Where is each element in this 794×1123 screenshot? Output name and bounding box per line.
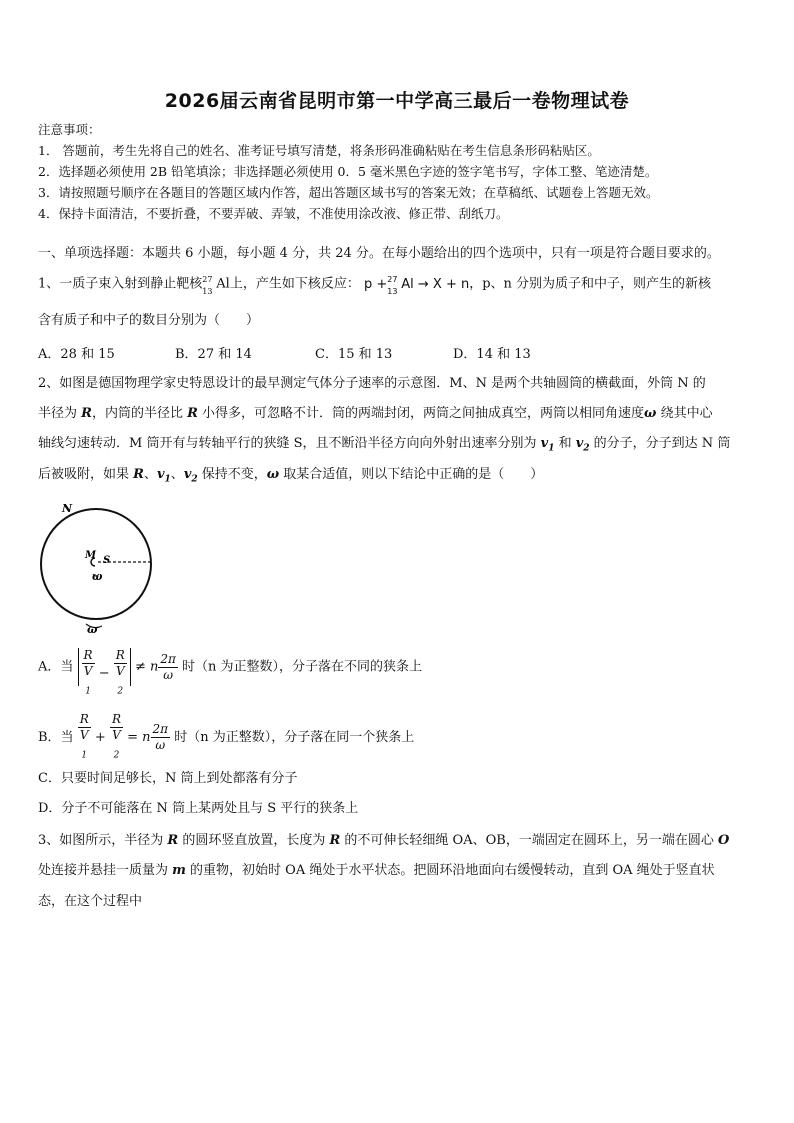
- q2-l4-b: 、: [143, 467, 157, 482]
- q1-text-a: 1、一质子束入射到静止靶核: [38, 276, 203, 292]
- q2-l2-a: 半径为: [38, 406, 82, 421]
- notice-item-1: 1． 答题前，考生先将自己的姓名、准考证号填写清楚，将条形码准确粘贴在考生信息条形码粘贴区。: [38, 143, 600, 158]
- frac-b-den: [78, 728, 91, 763]
- nuclide-al: [202, 275, 216, 296]
- nuclide-al-2: [387, 275, 401, 296]
- notice-heading: 注意事项：: [38, 122, 101, 137]
- frac-b-v-sub-2: 2: [113, 750, 120, 761]
- q3-l1-b: 的圆环竖直放置，长度为: [178, 833, 330, 848]
- q2-line-4: [38, 466, 543, 489]
- reaction-equation: [363, 275, 470, 296]
- nuc-charge-2: 13: [387, 287, 398, 296]
- nuc-charge: 13: [202, 287, 213, 296]
- frac-r-v1: [82, 648, 95, 699]
- var-v2: [575, 436, 590, 454]
- frac-den: [82, 664, 95, 699]
- v1-letter-2: v: [156, 467, 165, 482]
- q2-line-3: [38, 435, 730, 458]
- q1-line-1: [38, 275, 711, 294]
- frac-b-2pi-omega: [151, 722, 171, 753]
- neq-sign: ≠: [134, 659, 146, 675]
- q2-l3-a: 轴线匀速转动．M 筒开有与转轴平行的狭缝 S，且不断沿半径方向向外射出速率分别为: [38, 436, 541, 451]
- q3-l2-a: 处连接并悬挂一质量为: [38, 863, 173, 878]
- v1-sub-2: 1: [164, 474, 171, 485]
- frac-v-2: V: [115, 664, 125, 678]
- frac-b-r-v1: [78, 712, 91, 763]
- frac-num-2: R: [115, 648, 125, 662]
- q1-text-b: 上，产生如下核反应：: [229, 276, 360, 292]
- n-var: n: [150, 659, 159, 675]
- q1-option-b: B．27 和 14: [175, 347, 252, 362]
- frac-v: V: [83, 664, 93, 678]
- frac-v-sub: 1: [85, 686, 91, 697]
- var-R-2: R: [187, 406, 198, 421]
- v2-sub-2: 2: [191, 474, 198, 485]
- var-v2-2: [183, 467, 198, 485]
- frac-num: R: [83, 648, 93, 662]
- eq-sign: =: [127, 730, 139, 746]
- q2-l2-c: 小得多，可忽略不计．筒的两端封闭，两筒之间抽成真空，两筒以相同角速度: [197, 406, 645, 421]
- q2-l4-d: 取某合适值，则以下结论中正确的是（ ）: [279, 467, 544, 482]
- q3-var-O: O: [717, 833, 730, 848]
- reaction-rest: Al → X + n: [401, 276, 470, 292]
- q3-var-R-2: R: [329, 833, 341, 848]
- notice-item-4: 4．保持卡面清洁，不要折叠，不要弄破、弄皱，不准使用涂改液、修正带、刮纸刀。: [38, 206, 509, 221]
- frac-b-den-2: [110, 728, 123, 763]
- q3-var-R: R: [167, 833, 179, 848]
- q2-l4-a: 后被吸附，如果: [38, 467, 134, 482]
- q3-l1-a: 3、如图所示，半径为: [38, 833, 168, 848]
- opt-a-prefix: A．当: [38, 659, 74, 675]
- v1-letter: v: [540, 436, 549, 451]
- label-M: M: [85, 550, 97, 561]
- frac-r-v2: [114, 648, 127, 699]
- frac-b-num-2: R: [111, 712, 121, 726]
- frac-b-omega: ω: [155, 738, 166, 753]
- label-N: N: [62, 502, 73, 515]
- var-R: R: [81, 406, 92, 421]
- frac-omega: ω: [163, 667, 174, 682]
- cylinder-figure: [38, 500, 168, 635]
- abs-bars: [78, 648, 131, 697]
- minus-sign: −: [98, 666, 110, 682]
- q3-line-1: [38, 832, 729, 850]
- q2-option-c: C．只要时间足够长，N 筒上到处都落有分子: [38, 771, 298, 786]
- plus-sign: +: [94, 730, 106, 746]
- section-heading: 一、单项选择题：本题共 6 小题，每小题 4 分，共 24 分。在每小题给出的四个选项中，只有一项是符合题目要求的。: [38, 246, 720, 261]
- frac-b-v: V: [79, 728, 89, 742]
- q1-text-c: ，p、n 分别为质子和中子，则产生的新核: [469, 276, 712, 292]
- v1-sub: 1: [548, 443, 555, 454]
- v2-sub: 2: [583, 443, 590, 454]
- notice-item-3: 3．请按照题号顺序在各题目的答题区域内作答，超出答题区域书写的答案无效；在草稿纸、试题卷上答题无效。: [38, 185, 659, 200]
- opt-b-prefix: B．当: [38, 730, 74, 746]
- label-omega-inner: ω: [92, 570, 103, 583]
- nuc-mass: 27: [202, 275, 213, 284]
- var-v1-2: [156, 467, 171, 485]
- q2-l2-d: 绕其中心: [656, 406, 713, 421]
- q2-l4-c: 保持不变，: [197, 467, 267, 482]
- page-title: 2026届云南省昆明市第一中学高三最后一卷物理试卷: [164, 90, 630, 112]
- var-R-3: R: [133, 467, 144, 482]
- q1-option-d: D．14 和 13: [453, 347, 531, 362]
- q3-line-2: [38, 862, 715, 880]
- q1-option-a: A．28 和 15: [38, 347, 115, 362]
- var-v1: [540, 436, 555, 454]
- q2-line-2: [38, 405, 713, 423]
- v2-letter: v: [575, 436, 584, 451]
- frac-v-sub-2: 2: [117, 686, 124, 697]
- label-omega-outer: ω: [87, 623, 98, 635]
- q1-line-2: 含有质子和中子的数目分别为（ ）: [38, 313, 260, 328]
- frac-b-r-v2: [110, 712, 123, 763]
- v2-letter-2: v: [183, 467, 192, 482]
- q3-l2-b: 的重物，初始时 OA 绳处于水平状态。把圆环沿地面向右缓慢转动，直到 OA 绳处于竖直状: [185, 863, 715, 878]
- q2-option-a: [38, 648, 423, 697]
- q3-l1-c: 的不可伸长轻细绳 OA、OB，一端固定在圆环上，另一端在圆心: [340, 833, 718, 848]
- opt-b-suffix: 时（n 为正整数），分子落在同一个狭条上: [174, 730, 415, 746]
- reaction-p: p +: [363, 276, 388, 292]
- q2-line-1: 2、如图是德国物理学家史特恩设计的最早测定气体分子速率的示意图．M、N 是两个共轴圆筒的横截面，外筒 N 的: [38, 376, 706, 391]
- q2-l4-b2: 、: [170, 467, 184, 482]
- var-omega-2: ω: [266, 467, 280, 482]
- opt-a-suffix: 时（n 为正整数），分子落在不同的狭条上: [182, 659, 423, 675]
- q2-l3-c: 的分子，分子到达 N 筒: [589, 436, 731, 451]
- q2-l3-b: 和: [554, 436, 576, 451]
- var-omega: ω: [644, 406, 657, 421]
- label-S: S: [103, 555, 111, 566]
- nuc-symbol: Al: [216, 276, 230, 292]
- notice-item-2: 2．选择题必须使用 2B 铅笔填涂；非选择题必须使用 0．5 毫米黑色字迹的签字笔书写，字体工整、笔迹清楚。: [38, 164, 658, 179]
- nuc-mass-2: 27: [387, 275, 398, 284]
- q2-l2-b: ，内筒的半径比: [91, 406, 188, 421]
- frac-b-2pi: 2π: [152, 722, 169, 737]
- q1-option-c: C．15 和 13: [315, 347, 393, 362]
- q2-option-d: D．分子不可能落在 N 筒上某两处且与 S 平行的狭条上: [38, 801, 359, 816]
- q2-option-b: [38, 712, 414, 763]
- frac-2pi: 2π: [160, 651, 176, 666]
- frac-b-v-sub: 1: [81, 750, 88, 761]
- frac-2pi-omega: [158, 652, 178, 683]
- frac-den-2: [114, 664, 127, 699]
- n-var-b: n: [142, 730, 151, 746]
- q3-line-3: 态，在这个过程中: [38, 894, 143, 909]
- outer-cylinder-N: [41, 509, 151, 619]
- q3-var-m: m: [172, 863, 186, 878]
- frac-b-v-2: V: [112, 728, 121, 742]
- frac-b-num: R: [79, 712, 89, 726]
